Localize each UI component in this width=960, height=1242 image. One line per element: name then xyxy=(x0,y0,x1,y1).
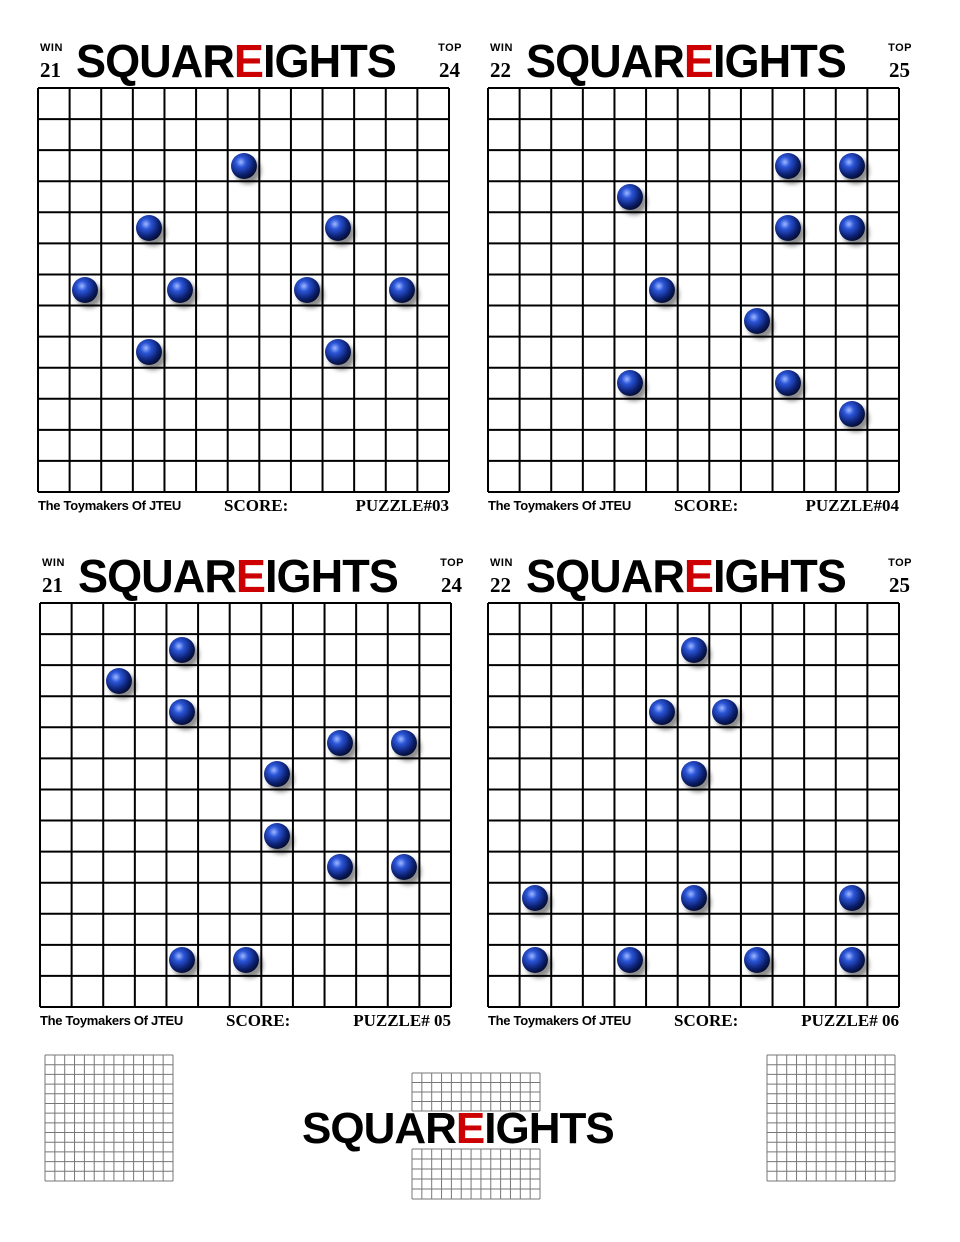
maker-credit: The Toymakers Of JTEU xyxy=(488,498,632,513)
title-b: IGHTS xyxy=(264,550,398,602)
win-value: 22 xyxy=(490,58,511,82)
puzzle-number: PUZZLE#03 xyxy=(355,496,449,515)
marble-piece[interactable] xyxy=(649,699,675,725)
title-a: SQUAR xyxy=(526,35,684,87)
marble-piece[interactable] xyxy=(775,370,801,396)
marble-piece[interactable] xyxy=(775,215,801,241)
marble-piece[interactable] xyxy=(617,947,643,973)
marble-piece[interactable] xyxy=(294,277,320,303)
top-value: 25 xyxy=(889,58,910,82)
marble-piece[interactable] xyxy=(839,401,865,427)
title-e: E xyxy=(235,550,265,602)
title-e: E xyxy=(233,35,263,87)
marble-piece[interactable] xyxy=(169,699,195,725)
title-a: SQUAR xyxy=(78,550,236,602)
win-label: WIN xyxy=(42,557,65,569)
marble-piece[interactable] xyxy=(136,339,162,365)
win-value: 21 xyxy=(42,573,63,597)
board-footer xyxy=(38,496,449,516)
squareights-logo xyxy=(302,1104,614,1154)
grid-lines xyxy=(487,602,900,1008)
marble-piece[interactable] xyxy=(325,339,351,365)
marble-piece[interactable] xyxy=(839,153,865,179)
score-label: SCORE: xyxy=(674,496,739,515)
marble-piece[interactable] xyxy=(167,277,193,303)
marble-piece[interactable] xyxy=(136,215,162,241)
score-label: SCORE: xyxy=(674,1011,739,1030)
title-a: SQUAR xyxy=(76,35,234,87)
title-b: IGHTS xyxy=(712,550,846,602)
title-b: IGHTS xyxy=(262,35,396,87)
top-label: TOP xyxy=(440,557,464,569)
marble-piece[interactable] xyxy=(389,277,415,303)
marble-piece[interactable] xyxy=(617,370,643,396)
board-title xyxy=(526,34,846,88)
logo-text-e: E xyxy=(455,1104,485,1153)
marble-piece[interactable] xyxy=(649,277,675,303)
top-label: TOP xyxy=(438,42,462,54)
title-a: SQUAR xyxy=(526,550,684,602)
marble-piece[interactable] xyxy=(169,947,195,973)
board-title xyxy=(76,34,396,88)
puzzle-board-1 xyxy=(38,35,462,518)
marble-piece[interactable] xyxy=(325,215,351,241)
marble-piece[interactable] xyxy=(327,854,353,880)
marble-piece[interactable] xyxy=(522,885,548,911)
score-label: SCORE: xyxy=(226,1011,291,1030)
marble-piece[interactable] xyxy=(169,637,195,663)
board-title xyxy=(78,549,398,603)
marble-piece[interactable] xyxy=(681,761,707,787)
marble-piece[interactable] xyxy=(264,761,290,787)
marble-piece[interactable] xyxy=(839,215,865,241)
game-grid[interactable] xyxy=(40,603,451,1007)
marble-piece[interactable] xyxy=(744,947,770,973)
logo-text-a: SQUAR xyxy=(302,1104,456,1153)
marble-piece[interactable] xyxy=(839,947,865,973)
top-value: 24 xyxy=(439,58,460,82)
game-grid[interactable] xyxy=(488,603,899,1007)
score-label: SCORE: xyxy=(224,496,289,515)
puzzle-number: PUZZLE# 05 xyxy=(353,1011,451,1030)
mini-grid-right xyxy=(766,1054,896,1182)
logo-text-b: IGHTS xyxy=(484,1104,614,1153)
maker-credit: The Toymakers Of JTEU xyxy=(488,1013,632,1028)
top-value: 25 xyxy=(889,573,910,597)
marble-piece[interactable] xyxy=(775,153,801,179)
mini-grid-center-bottom xyxy=(411,1148,541,1200)
marble-piece[interactable] xyxy=(839,885,865,911)
title-e: E xyxy=(683,550,713,602)
marble-piece[interactable] xyxy=(72,277,98,303)
puzzle-board-4 xyxy=(488,550,912,1033)
title-e: E xyxy=(683,35,713,87)
puzzle-board-2 xyxy=(488,35,912,518)
mini-grid-left xyxy=(44,1054,174,1182)
marble-piece[interactable] xyxy=(391,854,417,880)
top-label: TOP xyxy=(888,557,912,569)
win-label: WIN xyxy=(40,42,63,54)
marble-piece[interactable] xyxy=(712,699,738,725)
marble-piece[interactable] xyxy=(391,730,417,756)
marble-piece[interactable] xyxy=(233,947,259,973)
top-label: TOP xyxy=(888,42,912,54)
board-footer xyxy=(488,496,899,516)
puzzle-board-3 xyxy=(40,550,464,1033)
board-title xyxy=(526,549,846,603)
marble-piece[interactable] xyxy=(522,947,548,973)
title-b: IGHTS xyxy=(712,35,846,87)
board-footer xyxy=(488,1011,899,1031)
maker-credit: The Toymakers Of JTEU xyxy=(40,1013,184,1028)
puzzle-number: PUZZLE#04 xyxy=(805,496,899,515)
grid-lines xyxy=(487,87,900,493)
top-value: 24 xyxy=(441,573,462,597)
puzzle-number: PUZZLE# 06 xyxy=(801,1011,899,1030)
win-label: WIN xyxy=(490,557,513,569)
marble-piece[interactable] xyxy=(681,637,707,663)
win-value: 21 xyxy=(40,58,61,82)
game-grid[interactable] xyxy=(488,88,899,492)
marble-piece[interactable] xyxy=(744,308,770,334)
win-label: WIN xyxy=(490,42,513,54)
maker-credit: The Toymakers Of JTEU xyxy=(38,498,182,513)
marble-piece[interactable] xyxy=(106,668,132,694)
marble-piece[interactable] xyxy=(681,885,707,911)
marble-piece[interactable] xyxy=(617,184,643,210)
marble-piece[interactable] xyxy=(231,153,257,179)
win-value: 22 xyxy=(490,573,511,597)
marble-piece[interactable] xyxy=(327,730,353,756)
marble-piece[interactable] xyxy=(264,823,290,849)
game-grid[interactable] xyxy=(38,88,449,492)
board-footer xyxy=(40,1011,451,1031)
